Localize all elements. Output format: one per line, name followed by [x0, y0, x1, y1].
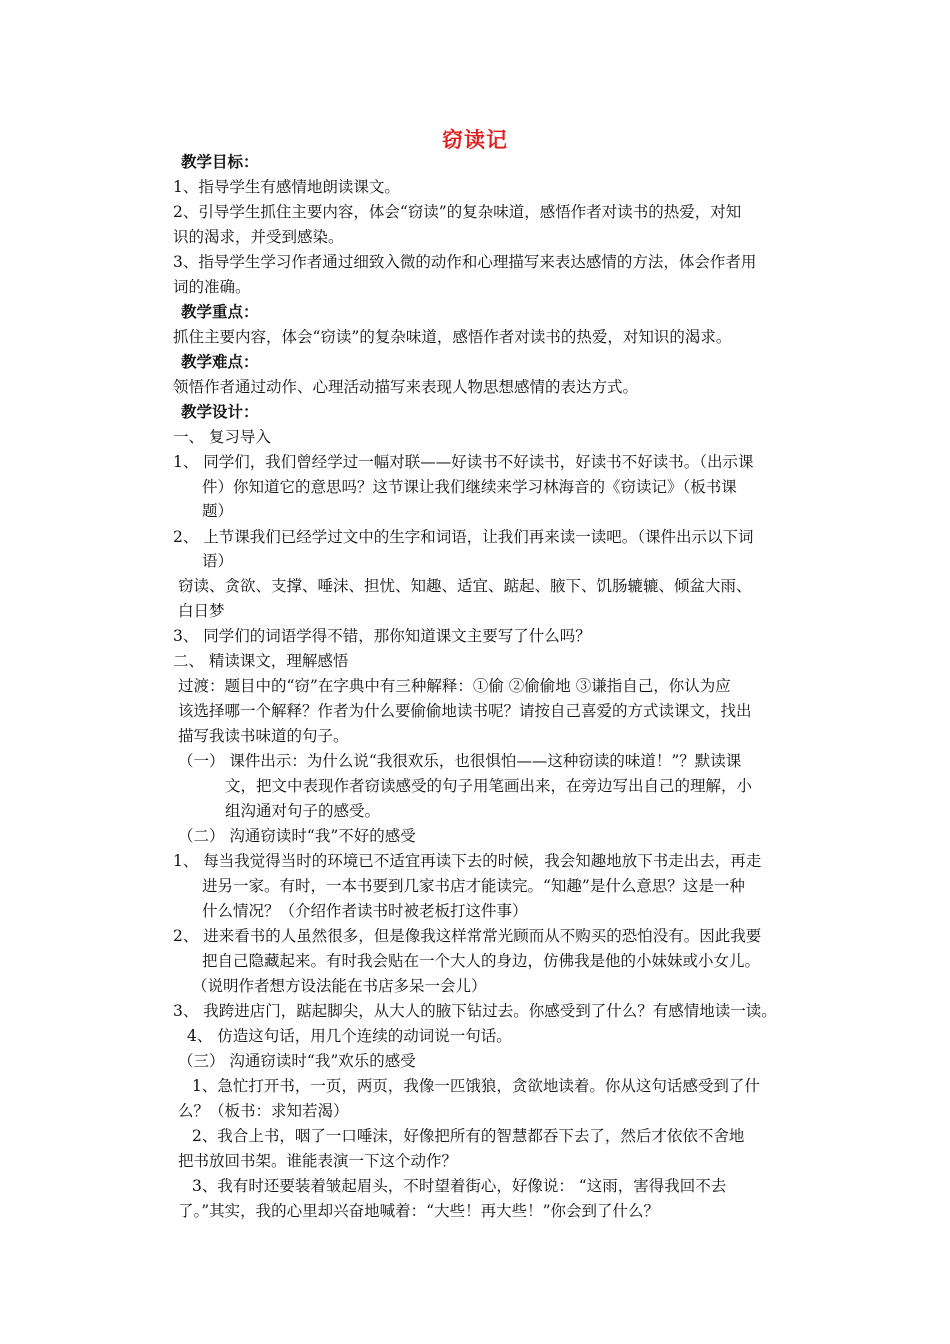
transition-text-cont-2: 描写我读书味道的句子。	[178, 727, 349, 745]
subsection-3-heading: （三） 沟通窃读时“我”欢乐的感受	[178, 1052, 416, 1070]
item-2: 2、 上节课我们已经学过文中的生字和词语，让我们再来读一读吧。（课件出示以下词	[173, 528, 754, 546]
goal-2: 2、引导学生抓住主要内容，体会“窃读”的复杂味道，感悟作者对读书的热爱，对知	[173, 203, 742, 221]
sub3-item-1: 1、急忙打开书，一页，两页，我像一匹饿狼，贪欲地读着。你从这句话感受到了什	[192, 1077, 760, 1095]
subsection-2-heading: （二） 沟通窃读时“我”不好的感受	[178, 827, 416, 845]
sub2-item-1-cont: 进另一家。有时，一本书要到几家书店才能读完。“知趣”是什么意思？这是一种	[202, 877, 745, 895]
section-2-heading: 二、 精读课文，理解感悟	[173, 652, 349, 670]
section-1-heading: 一、 复习导入	[173, 428, 271, 446]
subsection-1: （一） 课件出示：为什么说“我很欢乐，也很惧怕——这种窃读的味道！”？默读课	[178, 752, 742, 770]
sub2-item-1: 1、 每当我觉得当时的环境已不适宜再读下去的时候，我会知趣地放下书走出去，再走	[173, 852, 762, 870]
sub3-item-3: 3、我有时还要装着皱起眉头，不时望着街心，好像说： “这雨，害得我回不去	[192, 1177, 727, 1195]
vocab-list-cont: 白日梦	[178, 602, 225, 620]
sub2-item-3: 3、 我跨进店门，踮起脚尖，从大人的腋下钻过去。你感受到了什么？有感情地读一读。	[173, 1002, 777, 1020]
goal-2-cont: 识的渴求，并受到感染。	[173, 228, 344, 246]
subsection-1-cont-2: 组沟通对句子的感受。	[225, 802, 381, 820]
heading-teaching-goals: 教学目标：	[181, 152, 259, 171]
difficulties-text: 领悟作者通过动作、心理活动描写来表现人物思想感情的表达方式。	[173, 378, 639, 396]
goal-1: 1、指导学生有感情地朗读课文。	[173, 178, 400, 196]
item-1: 1、 同学们，我们曾经学过一幅对联——好读书不好读书，好读书不好读书。（出示课	[173, 453, 754, 471]
item-1-cont-2: 题）	[202, 502, 234, 520]
sub3-item-2: 2、我合上书，咽了一口唾沫，好像把所有的智慧都吞下去了，然后才依依不舍地	[192, 1127, 745, 1145]
heading-design: 教学设计：	[181, 402, 259, 421]
goal-3: 3、指导学生学习作者通过细致入微的动作和心理描写来表达感情的方法，体会作者用	[173, 253, 757, 271]
vocab-list: 窃读、贪欲、支撑、唾沫、担忧、知趣、适宜、踮起、腋下、饥肠辘辘、倾盆大雨、	[178, 577, 752, 595]
goal-3-cont: 词的准确。	[173, 278, 251, 296]
sub3-item-3-cont: 了。”其实，我的心里却兴奋地喊着：“大些！再大些！”你会到了什么？	[178, 1202, 660, 1220]
item-2-cont: 语）	[202, 552, 234, 570]
item-3: 3、 同学们的词语学得不错，那你知道课文主要写了什么吗？	[173, 627, 591, 645]
item-1-cont: 件）你知道它的意思吗？这节课让我们继续来学习林海音的《窃读记》（板书课	[202, 478, 737, 496]
sub2-item-4: 4、 仿造这句话，用几个连续的动词说一句话。	[187, 1027, 512, 1045]
heading-difficulties: 教学难点：	[181, 352, 259, 371]
key-points-text: 抓住主要内容，体会“窃读”的复杂味道，感悟作者对读书的热爱，对知识的渴求。	[173, 328, 732, 346]
document-title: 窃读记	[442, 127, 508, 152]
sub2-item-2-note: （说明作者想方设法能在书店多呆一会儿）	[192, 977, 487, 995]
sub2-item-2-cont: 把自己隐藏起来。有时我会贴在一个大人的身边，仿佛我是他的小妹妹或小女儿。	[202, 952, 761, 970]
subsection-1-cont: 文，把文中表现作者窃读感受的句子用笔画出来，在旁边写出自己的理解，小	[225, 777, 753, 795]
heading-key-points: 教学重点：	[181, 302, 259, 321]
sub2-item-1-cont-2: 什么情况？（介绍作者读书时被老板打这件事）	[202, 902, 528, 920]
sub3-item-1-cont: 么？（板书：求知若渴）	[178, 1102, 349, 1120]
transition-text: 过渡：题目中的“窃”在字典中有三种解释：①偷 ②偷偷地 ③谦指自己，你认为应	[178, 677, 731, 695]
sub2-item-2: 2、 进来看书的人虽然很多，但是像我这样常常光顾而从不购买的恐怕没有。因此我要	[173, 927, 762, 945]
transition-text-cont: 该选择哪一个解释？作者为什么要偷偷地读书呢？请按自己喜爱的方式读课文，找出	[178, 702, 752, 720]
sub3-item-2-cont: 把书放回书架。谁能表演一下这个动作？	[178, 1152, 458, 1170]
